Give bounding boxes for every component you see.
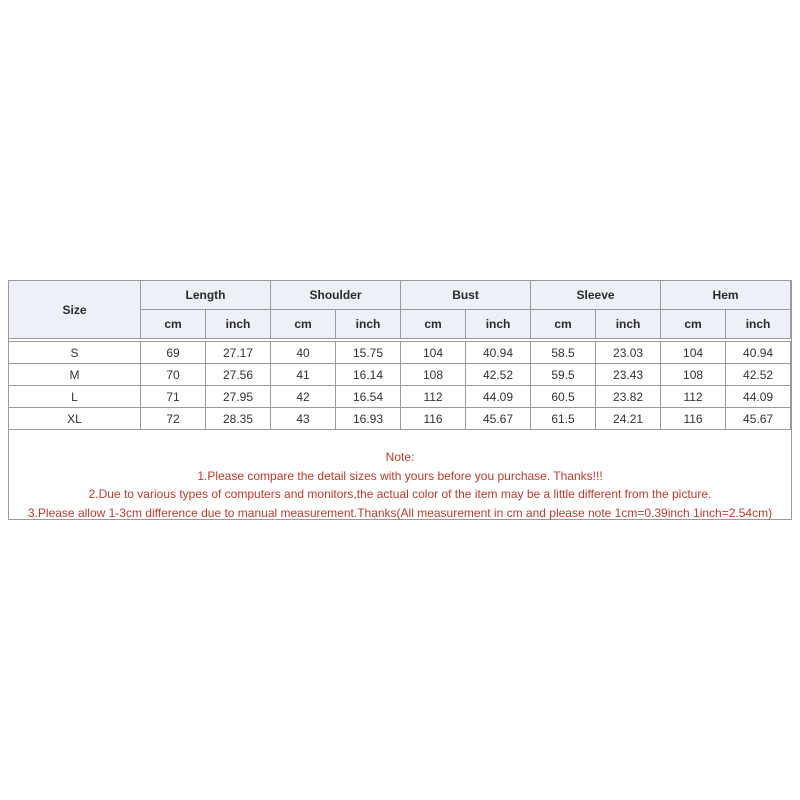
- measurement-cell: 60.5: [531, 386, 596, 408]
- measurement-cell: 27.17: [206, 342, 271, 364]
- measurement-cell: 44.09: [466, 386, 531, 408]
- note-line-1: 1.Please compare the detail sizes with yours before you purchase. Thanks!!!: [197, 468, 603, 483]
- measurement-cell: 16.14: [336, 364, 401, 386]
- measurement-cell: 112: [661, 386, 726, 408]
- unit-cm-header: cm: [401, 310, 466, 339]
- measurement-cell: 44.09: [726, 386, 791, 408]
- measurement-cell: 16.93: [336, 408, 401, 430]
- note-line-2: 2.Due to various types of computers and monitors,the actual color of the item may be a little different from the picture.: [88, 487, 712, 501]
- measurement-cell: 27.56: [206, 364, 271, 386]
- measurement-cell: 23.03: [596, 342, 661, 364]
- measurement-cell: 116: [661, 408, 726, 430]
- unit-inch-header: inch: [336, 310, 401, 339]
- group-header-hem: Hem: [661, 281, 791, 310]
- measurement-cell: 108: [661, 364, 726, 386]
- measurement-cell: 61.5: [531, 408, 596, 430]
- measurement-cell: 72: [141, 408, 206, 430]
- measurement-cell: 116: [401, 408, 466, 430]
- unit-cm-header: cm: [661, 310, 726, 339]
- note-line-3: 3.Please allow 1-3cm difference due to manual measurement.Thanks(All measurement in cm and please note 1cm=0.39inch 1inch=2.54cm): [27, 505, 773, 520]
- measurement-cell: 27.95: [206, 386, 271, 408]
- measurement-cell: 69: [141, 342, 206, 364]
- measurement-cell: 40: [271, 342, 336, 364]
- table-row: [9, 408, 791, 430]
- size-header: Size: [9, 281, 141, 339]
- measurement-cell: 28.35: [206, 408, 271, 430]
- measurement-cell: 45.67: [466, 408, 531, 430]
- table-row: [9, 364, 791, 386]
- size-chart-table: [8, 280, 791, 430]
- measurement-cell: 104: [401, 342, 466, 364]
- unit-inch-header: inch: [726, 310, 791, 339]
- group-header-bust: Bust: [401, 281, 531, 310]
- measurement-cell: 42: [271, 386, 336, 408]
- group-header-sleeve: Sleeve: [531, 281, 661, 310]
- size-cell: S: [9, 342, 141, 364]
- group-header-shoulder: Shoulder: [271, 281, 401, 310]
- unit-cm-header: cm: [271, 310, 336, 339]
- unit-inch-header: inch: [466, 310, 531, 339]
- measurement-cell: 112: [401, 386, 466, 408]
- notes-block: [8, 428, 792, 522]
- unit-cm-header: cm: [141, 310, 206, 339]
- measurement-cell: 16.54: [336, 386, 401, 408]
- measurement-cell: 40.94: [726, 342, 791, 364]
- measurement-cell: 70: [141, 364, 206, 386]
- unit-inch-header: inch: [206, 310, 271, 339]
- measurement-cell: 43: [271, 408, 336, 430]
- size-cell: L: [9, 386, 141, 408]
- measurement-cell: 24.21: [596, 408, 661, 430]
- size-cell: XL: [9, 408, 141, 430]
- notes-title: Note:: [385, 450, 415, 464]
- size-cell: M: [9, 364, 141, 386]
- measurement-cell: 45.67: [726, 408, 791, 430]
- measurement-cell: 40.94: [466, 342, 531, 364]
- measurement-cell: 58.5: [531, 342, 596, 364]
- measurement-cell: 23.43: [596, 364, 661, 386]
- group-header-row: [9, 281, 791, 310]
- unit-inch-header: inch: [596, 310, 661, 339]
- measurement-cell: 41: [271, 364, 336, 386]
- measurement-cell: 42.52: [466, 364, 531, 386]
- measurement-cell: 71: [141, 386, 206, 408]
- measurement-cell: 23.82: [596, 386, 661, 408]
- measurement-cell: 59.5: [531, 364, 596, 386]
- table-row: [9, 386, 791, 408]
- measurement-cell: 42.52: [726, 364, 791, 386]
- measurement-cell: 108: [401, 364, 466, 386]
- measurement-cell: 104: [661, 342, 726, 364]
- unit-cm-header: cm: [531, 310, 596, 339]
- group-header-length: Length: [141, 281, 271, 310]
- table-row: [9, 342, 791, 364]
- measurement-cell: 15.75: [336, 342, 401, 364]
